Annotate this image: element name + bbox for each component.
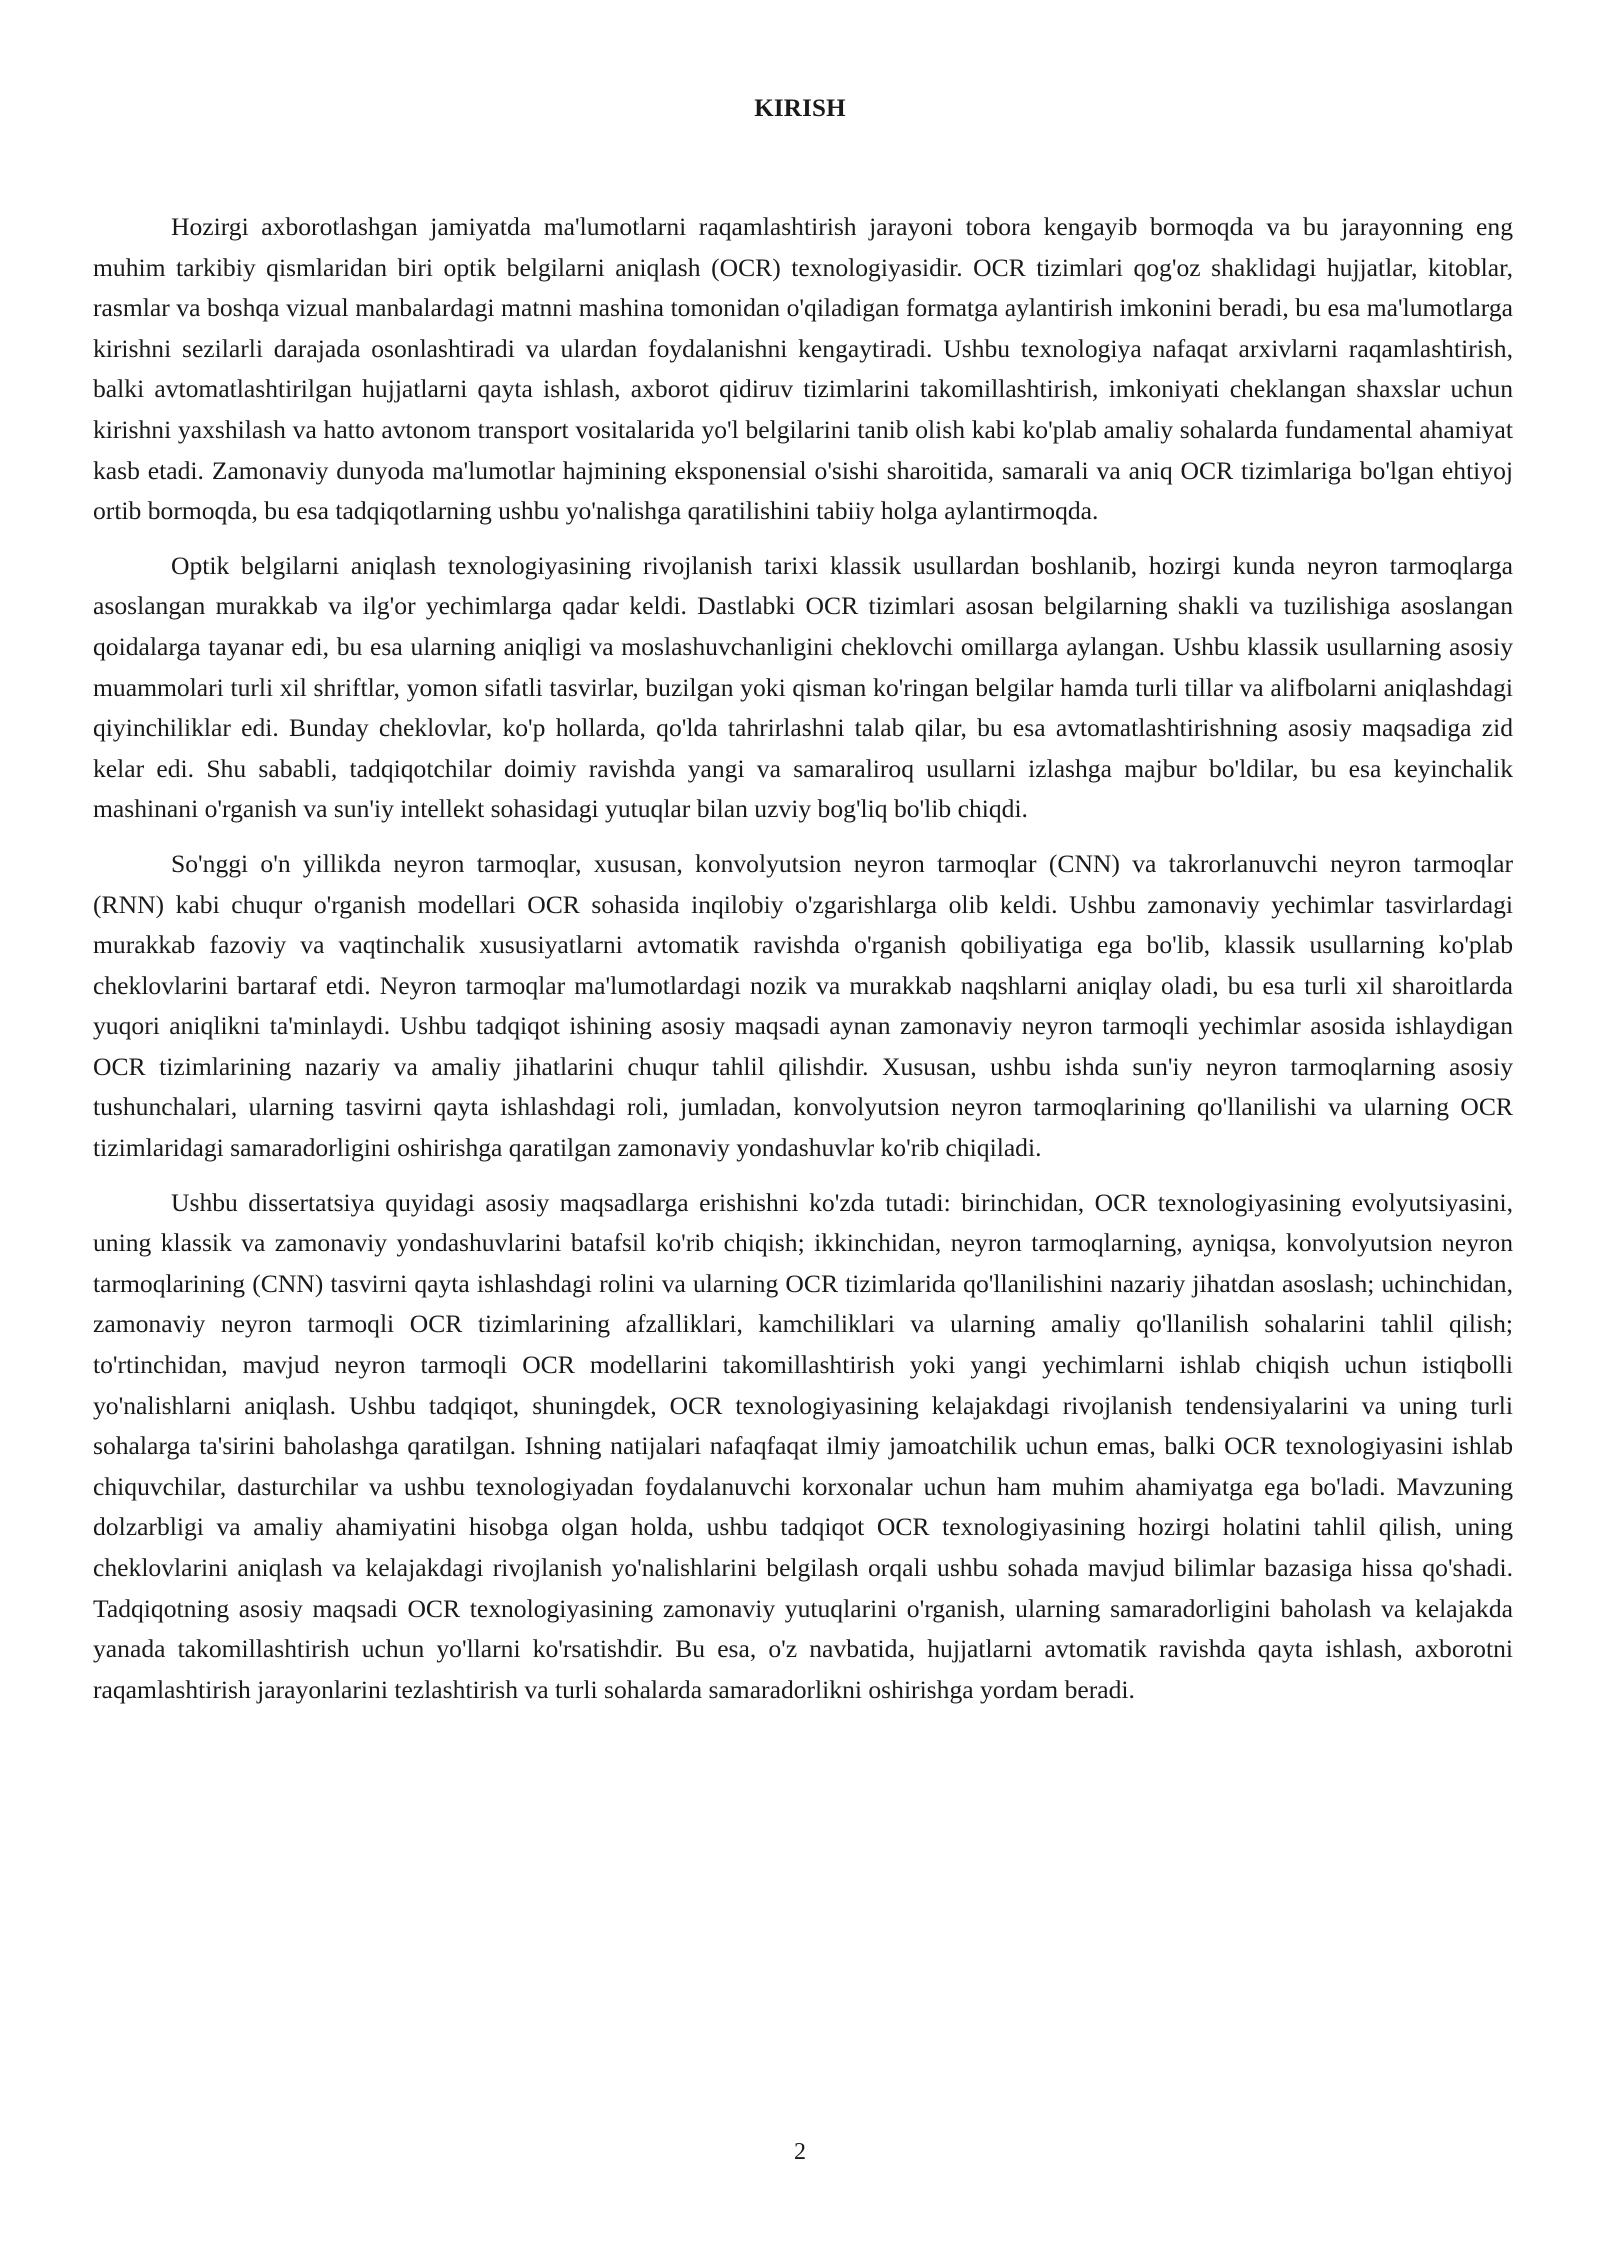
page-number: 2	[794, 2139, 806, 2165]
body-text	[93, 207, 1513, 1724]
section-heading: KIRISH	[754, 95, 846, 122]
paragraph-2: Optik belgilarni aniqlash texnologiyasining rivojlanish tarixi klassik usullardan boshlanib, hozirgi kunda neyron tarmoqlarga asoslangan murakkab va ilg'or yechimlarga qadar keldi. Dastlabki OCR tizimlari asosan belgilarning shakli va tuzilishiga asoslangan qoidalarga tayanar edi, bu esa ularning aniqligi va moslashuvchanligini cheklovchi omillarga aylangan. Ushbu klassik usullarning asosiy muammolari turli xil shriftlar, yomon sifatli tasvirlar, buzilgan yoki qisman ko'ringan belgilar hamda turli tillar va alifbolarni aniqlashdagi qiyinchiliklar edi. Bunday cheklovlar, ko'p hollarda, qo'lda tahrirlashni talab qilar, bu esa avtomatlashtirishning asosiy maqsadiga zid kelar edi. Shu sababli, tadqiqotchilar doimiy ravishda yangi va samaraliroq usullarni izlashga majbur bo'ldilar, bu esa keyinchalik mashinani o'rganish va sun'iy intellekt sohasidagi yutuqlar bilan uzviy bog'liq bo'lib chiqdi.	[93, 550, 1513, 824]
paragraph-4: Ushbu dissertatsiya quyidagi asosiy maqsadlarga erishishni ko'zda tutadi: birinchidan, OCR texnologiyasining evolyutsiyasini, uning klassik va zamonaviy yondashuvlarini batafsil ko'rib chiqish; ikkinchidan, neyron tarmoqlarning, ayniqsa, konvolyutsion neyron tarmoqlarining (CNN) tasvirni qayta ishlashdagi rolini va ularning OCR tizimlarida qo'llanilishini nazariy jihatdan asoslash; uchinchidan, zamonaviy neyron tarmoqli OCR tizimlarining afzalliklari, kamchiliklari va ularning amaliy qo'llanilish sohalarini tahlil qilish; to'rtinchidan, mavjud neyron tarmoqli OCR modellarini takomillashtirish yoki yangi yechimlarni ishlab chiqish uchun istiqbolli yo'nalishlarni aniqlash. Ushbu tadqiqot, shuningdek, OCR texnologiyasining kelajakdagi rivojlanish tendensiyalarini va uning turli sohalarga ta'sirini baholashga qaratilgan. Ishning natijalari nafaqfaqat ilmiy jamoatchilik uchun emas, balki OCR texnologiyasini ishlab chiquvchilar, dasturchilar va ushbu texnologiyadan foydalanuvchi korxonalar uchun ham muhim ahamiyatga ega bo'ladi. Mavzuning dolzarbligi va amaliy ahamiyatini hisobga olgan holda, ushbu tadqiqot OCR texnologiyasining hozirgi holatini tahlil qilish, uning cheklovlarini aniqlash va kelajakdagi rivojlanish yo'nalishlarini belgilash orqali ushbu sohada mavjud bilimlar bazasiga hissa qo'shadi. Tadqiqotning asosiy maqsadi OCR texnologiyasining zamonaviy yutuqlarini o'rganish, ularning samaradorligini baholash va kelajakda yanada takomillashtirish uchun yo'llarni ko'rsatishdir. Bu esa, o'z navbatida, hujjatlarni avtomatik ravishda qayta ishlash, axborotni raqamlashtirish jarayonlarini tezlashtirish va turli sohalarda samaradorlikni oshirishga yordam beradi.	[93, 1187, 1513, 1704]
paragraph-3: So'nggi o'n yillikda neyron tarmoqlar, xususan, konvolyutsion neyron tarmoqlar (CNN) va takrorlanuvchi neyron tarmoqlar (RNN) kabi chuqur o'rganish modellari OCR sohasida inqilobiy o'zgarishlarga olib keldi. Ushbu zamonaviy yechimlar tasvirlardagi murakkab fazoviy va vaqtinchalik xususiyatlarni avtomatik ravishda o'rganish qobiliyatiga ega bo'lib, klassik usullarning ko'plab cheklovlarini bartaraf etdi. Neyron tarmoqlar ma'lumotlardagi nozik va murakkab naqshlarni aniqlay oladi, bu esa turli xil sharoitlarda yuqori aniqlikni ta'minlaydi. Ushbu tadqiqot ishining asosiy maqsadi aynan zamonaviy neyron tarmoqli yechimlar asosida ishlaydigan OCR tizimlarining nazariy va amaliy jihatlarini chuqur tahlil qilishdir. Xususan, ushbu ishda sun'iy neyron tarmoqlarning asosiy tushunchalari, ularning tasvirni qayta ishlashdagi roli, jumladan, konvolyutsion neyron tarmoqlarining qo'llanilishi va ularning OCR tizimlaridagi samaradorligini oshirishga qaratilgan zamonaviy yondashuvlar ko'rib chiqiladi.	[93, 848, 1513, 1163]
paragraph-1: Hozirgi axborotlashgan jamiyatda ma'lumotlarni raqamlashtirish jarayoni tobora kengayib bormoqda va bu jarayonning eng muhim tarkibiy qismlaridan biri optik belgilarni aniqlash (OCR) texnologiyasidir. OCR tizimlari qog'oz shaklidagi hujjatlar, kitoblar, rasmlar va boshqa vizual manbalardagi matnni mashina tomonidan o'qiladigan formatga aylantirish imkonini beradi, bu esa ma'lumotlarga kirishni sezilarli darajada osonlashtiradi va ulardan foydalanishni kengaytiradi. Ushbu texnologiya nafaqat arxivlarni raqamlashtirish, balki avtomatlashtirilgan hujjatlarni qayta ishlash, axborot qidiruv tizimlarini takomillashtirish, imkoniyati cheklangan shaxslar uchun kirishni yaxshilash va hatto avtonom transport vositalarida yo'l belgilarini tanib olish kabi ko'plab amaliy sohalarda fundamental ahamiyat kasb etadi. Zamonaviy dunyoda ma'lumotlar hajmining eksponensial o'sishi sharoitida, samarali va aniq OCR tizimlariga bo'lgan ehtiyoj ortib bormoqda, bu esa tadqiqotlarning ushbu yo'nalishga qaratilishini tabiiy holga aylantirmoqda.	[93, 212, 1513, 526]
